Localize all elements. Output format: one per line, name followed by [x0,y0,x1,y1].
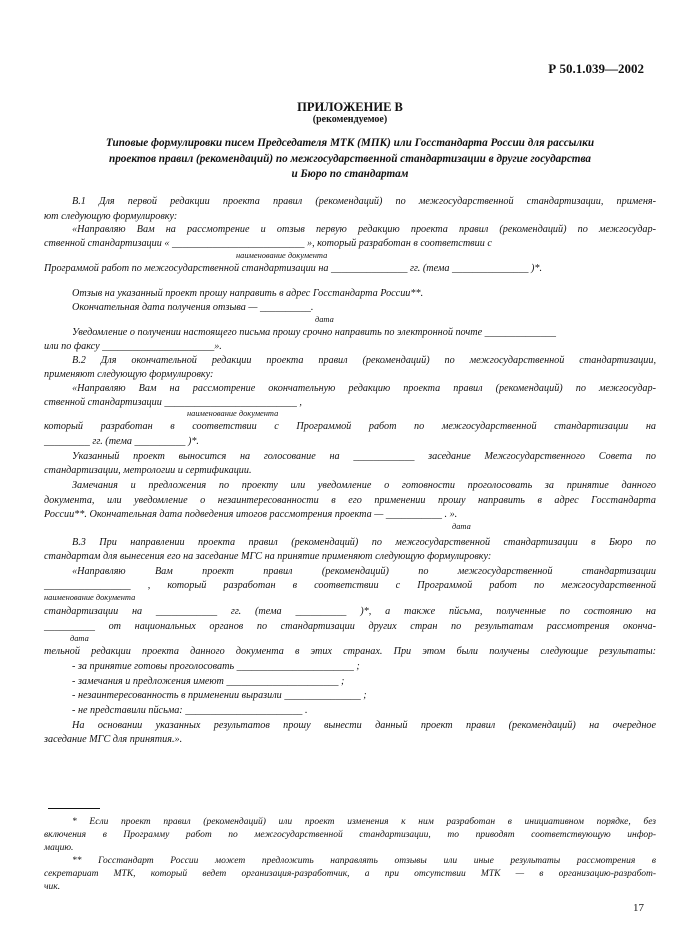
text-line: ют следующую формулировку: [44,211,178,222]
text-line: который разработан в соответствии с Программой работ по межгосударственной стандартизации на [44,421,656,432]
footnote-line: секретариат МТК, который ведет организация-разработчик, а при отсутствии МТК — в организацию-разработ- [44,869,656,879]
text-line: стандартизации на ____________ гг. (тема __________ )*, а также пйсьма, полученные по состоянию на [44,606,656,617]
text-line: или по факсу ______________________». [44,341,222,352]
text-line: _________ гг. (тема __________ )*. [44,436,199,447]
text-line: «Направляю Вам на рассмотрение окончательную редакцию проекта правил (рекомендаций) по межгосудар- [72,383,656,394]
text-line: В.2 Для окончательной редакции проекта правил (рекомендаций) по межгосударственной стандартизации, [72,355,656,366]
text-line: «Направляю Вам на рассмотрение и отзыв первую редакцию проекта правил (рекомендаций) по межгосудар- [72,224,656,235]
footnote-line: * Если проект правил (рекомендаций) или проект изменения к ним разработан в инициативном порядке, без [72,817,656,827]
caption-date: дата [315,315,334,324]
result-item: - за принятие готовы проголосовать _______________________ ; [72,661,360,672]
standard-number: Р 50.1.039—2002 [548,61,644,76]
caption-document-name: наименование документа [187,409,279,418]
text-line: стандартизации, метрологии и сертификации. [44,465,252,476]
appendix-heading-line: Типовые формулировки писем Председателя МТК (МПК) или Госстандарта России для рассылки [105,137,595,149]
text-line: заседание МГС для принятия.». [44,734,183,745]
text-line: ственной стандартизации « __________________________ », который разработан в соответствии с [44,238,492,249]
text-line: применяют следующую формулировку: [44,369,214,380]
text-line: Замечания и предложения по проекту или уведомление о готовности проголосовать за принятие данного [72,480,656,491]
result-item: - незаинтересованность в применении выразили _______________ ; [72,690,367,701]
page-number: 17 [633,902,644,914]
footnote-line: мацию. [44,843,74,853]
caption-document-name: наименование документа [236,251,328,260]
text-line: __________ от национальных органов по стандартизации других стран по результатам рассмотрения оконча- [44,621,656,632]
result-item: - замечания и предложения имеют ______________________ ; [72,676,345,687]
footnote-line: включения в Программу работ по межгосударственной стандартизации, то приводят соответствующую инфор- [44,830,656,840]
text-line: _________________ , который разработан в соответствии с Программой работ по межгосударственной [44,580,656,591]
text-line: Программой работ по межгосударственной стандартизации на _______________ гг. (тема _______________ )*. [44,263,543,274]
text-line: документа, или уведомление о незаинтересованности в его применении прошу направить в адрес Госстандарта [44,495,656,506]
text-line: России**. Окончательная дата подведения итогов рассмотрения проекта — ___________ . ». [44,509,458,520]
caption-date: дата [70,634,89,643]
result-item: - не представили пйсьма: _______________________ . [72,705,308,716]
footnote-line: ** Госстандарт России может предложить направлять отзывы или иные результаты рассмотрения в [72,856,656,866]
text-line: Отзыв на указанный проект прошу направить в адрес Госстандарта России**. [72,288,424,299]
appendix-title: ПРИЛОЖЕНИЕ В [297,100,403,114]
caption-document-name: наименование документа [44,593,136,602]
text-line: «Направляю Вам проект правил (рекомендаций) по межгосударственной стандартизации [72,566,656,577]
text-line: стандартам для вынесения его на заседание МГС на принятие применяют следующую формулировку: [44,551,492,562]
appendix-subtitle: (рекомендуемое) [312,114,388,125]
text-line: тельной редакции проекта данного документа в этих странах. При этом были получены следующие результаты: [44,646,656,657]
text-line: Уведомление о получении настоящего письма прошу срочно направить по электронной почте ______________ [72,327,556,338]
footnote-separator [48,808,100,809]
text-line: На основании указанных результатов прошу вынести данный проект правил (рекомендаций) на очередное [72,720,656,731]
text-line: В.1 Для первой редакции проекта правил (рекомендаций) по межгосударственной стандартизации, применя- [72,196,656,207]
appendix-heading-line: и Бюро по стандартам [291,168,409,180]
text-line: Указанный проект выносится на голосование на ____________ заседание Межгосударственного Совета по [72,451,656,462]
footnote-line: чик. [44,882,61,892]
text-line: Окончательная дата получения отзыва — __________. [72,302,314,313]
appendix-heading-line: проектов правил (рекомендаций) по межгосударственной стандартизации в другие государства [108,153,592,165]
caption-date: дата [452,522,471,531]
text-line: ственной стандартизации __________________________ , [44,397,302,408]
text-line: В.3 При направлении проекта правил (рекомендаций) по межгосударственной стандартизации в Бюро по [72,537,656,548]
